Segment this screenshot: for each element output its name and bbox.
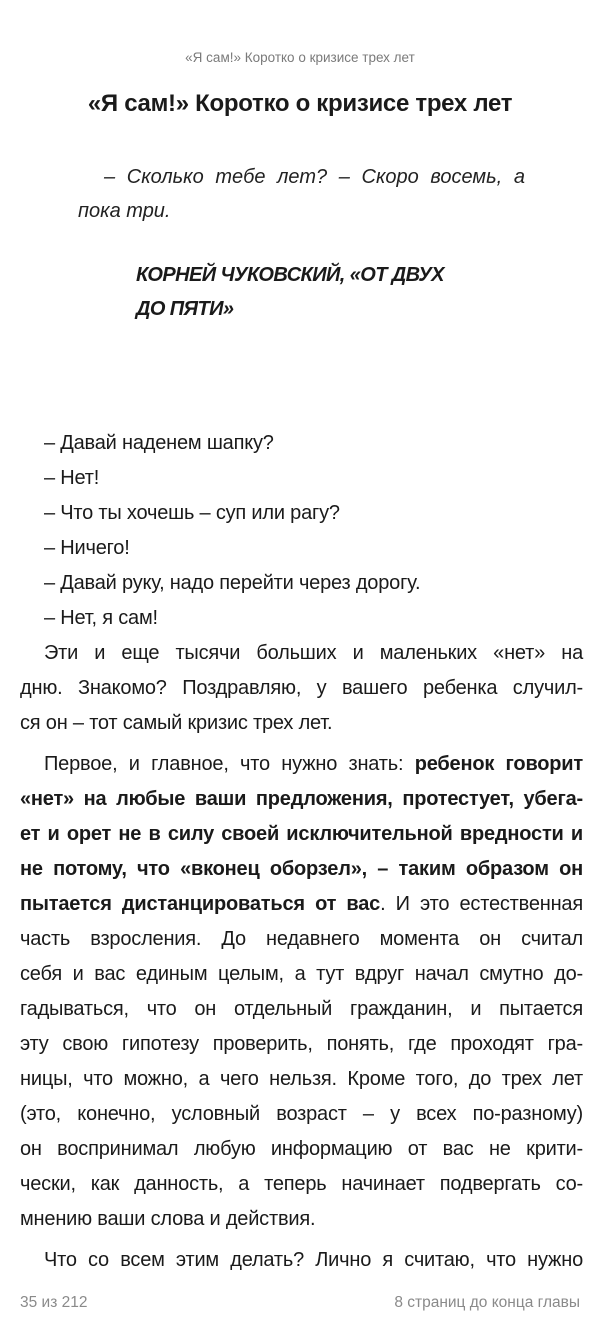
paragraph (20, 636, 583, 741)
epigraph (78, 160, 525, 228)
attribution-line: ДО ПЯТИ» (136, 298, 234, 320)
attribution-line: КОРНЕЙ ЧУКОВСКИЙ, «ОТ ДВУХ (136, 264, 444, 286)
text-line: чески, как данность, а теперь начинает подвергать со- (20, 1173, 583, 1195)
page-position: 35 из 212 (20, 1294, 88, 1311)
pages-left-in-chapter: 8 страниц до конца главы (394, 1294, 580, 1311)
body-text (20, 636, 583, 1278)
dialogue-line: – Что ты хочешь – суп или рагу? (44, 502, 340, 524)
paragraph (20, 747, 583, 1237)
dialogue-block (20, 426, 580, 636)
dialogue-line: – Нет! (44, 467, 100, 489)
text-line (20, 817, 583, 852)
paragraph (20, 1243, 583, 1278)
emphasis-text: ребенок говорит (414, 753, 583, 775)
epigraph-line: – Сколько тебе лет? – Скоро восемь, а (104, 166, 525, 188)
chapter-title: «Я сам!» Коротко о кризисе трех лет (87, 90, 513, 117)
text-line: себя и вас единым целым, а тут вдруг начал смутно до- (20, 963, 583, 985)
text-line (20, 852, 583, 887)
emphasis-text: пытается дистанцироваться от вас (20, 893, 381, 915)
dialogue-line: – Давай наденем шапку? (44, 432, 274, 454)
dialogue-line: – Давай руку, надо перейти через дорогу. (44, 572, 421, 594)
text-line: мнению ваши слова и действия. (20, 1208, 316, 1230)
epigraph-line: пока три. (78, 200, 171, 222)
text-line: эту свою гипотезу проверить, понять, где проходят гра- (20, 1033, 583, 1055)
text-line (20, 782, 583, 817)
emphasis-text: «нет» на любые ваши предложения, протестует, убега- (20, 788, 583, 810)
text-line: ся он – тот самый кризис трех лет. (20, 712, 333, 734)
text-line: ницы, что можно, а чего нельзя. Кроме того, до трех лет (20, 1068, 583, 1090)
text-line: Что со всем этим делать? Лично я считаю, что нужно (44, 1249, 583, 1271)
text-line: часть взросления. До недавнего момента он считал (20, 928, 583, 950)
text-line (20, 747, 583, 782)
emphasis-text: не потому, что «вконец оборзел», – таким образом он (20, 858, 583, 880)
text-line: дню. Знакомо? Поздравляю, у вашего ребенка случил- (20, 677, 583, 699)
running-header: «Я сам!» Коротко о кризисе трех лет (185, 50, 415, 65)
dialogue-line: – Нет, я сам! (44, 607, 158, 629)
text-line: гадываться, что он отдельный гражданин, и пытается (20, 998, 583, 1020)
dialogue-line: – Ничего! (44, 537, 130, 559)
text-run: . И это естественная (380, 893, 583, 915)
text-line: (это, конечно, условный возраст – у всех по-разному) (20, 1103, 583, 1125)
text-line: он воспринимал любую информацию от вас не крити- (20, 1138, 583, 1160)
epigraph-attribution (136, 258, 516, 326)
text-line: Эти и еще тысячи больших и маленьких «нет» на (44, 642, 583, 664)
text-line (20, 887, 583, 922)
text-run: Первое, и главное, что нужно знать: (44, 753, 415, 775)
emphasis-text: ет и орет не в силу своей исключительной вредности и (20, 823, 583, 845)
